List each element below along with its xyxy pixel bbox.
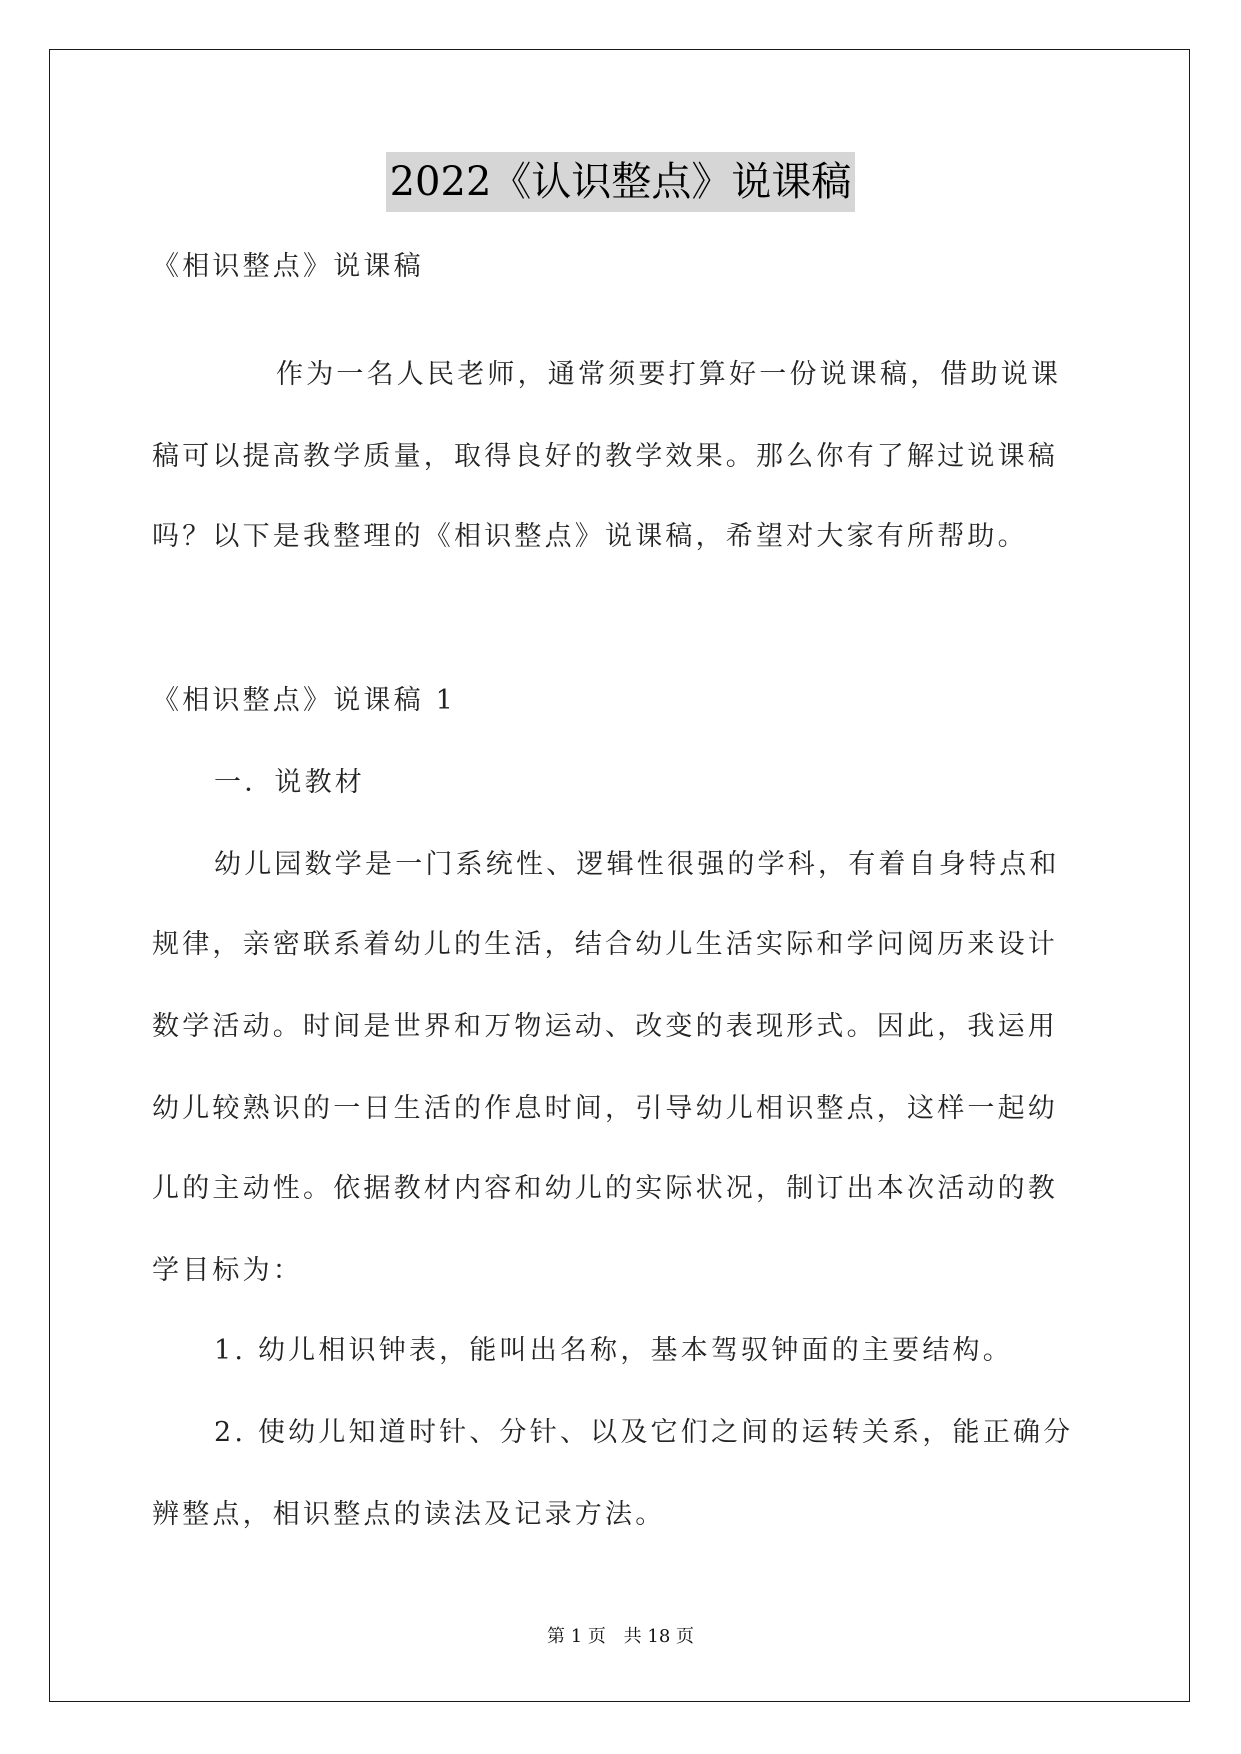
page-number: 第 1 页 xyxy=(547,1626,606,1647)
goal-2-line-1: 2. 使幼儿知道时针、分针、以及它们之间的运转关系，能正确分 xyxy=(214,1417,1074,1448)
title-container xyxy=(0,152,1241,212)
intro-line-2: 稿可以提高教学质量，取得良好的教学效果。那么你有了解过说课稿 xyxy=(152,441,1058,472)
body-line-3: 数学活动。时间是世界和万物运动、改变的表现形式。因此，我运用 xyxy=(152,1011,1058,1042)
goal-2-line-2: 辨整点，相识整点的读法及记录方法。 xyxy=(152,1499,666,1530)
body-line-4: 幼儿较熟识的一日生活的作息时间，引导幼儿相识整点，这样一起幼 xyxy=(152,1093,1058,1124)
subtitle: 《相识整点》说课稿 xyxy=(152,251,424,282)
page-footer xyxy=(0,1622,1241,1648)
goal-1: 1. 幼儿相识钟表，能叫出名称，基本驾驭钟面的主要结构。 xyxy=(214,1335,1013,1366)
heading-teaching-material: 一．说教材 xyxy=(214,767,365,798)
body-line-5: 儿的主动性。依据教材内容和幼儿的实际状况，制订出本次活动的教 xyxy=(152,1173,1058,1204)
body-line-6: 学目标为： xyxy=(152,1255,303,1286)
body-line-2: 规律，亲密联系着幼儿的生活，结合幼儿生活实际和学问阅历来设计 xyxy=(152,929,1058,960)
body-line-1: 幼儿园数学是一门系统性、逻辑性很强的学科，有着自身特点和 xyxy=(214,849,1060,880)
section-title: 《相识整点》说课稿 1 xyxy=(152,685,456,716)
page-total: 共 18 页 xyxy=(623,1626,694,1647)
document-title: 2022《认识整点》说课稿 xyxy=(386,152,856,212)
intro-line-1: 作为一名人民老师，通常须要打算好一份说课稿，借助说课 xyxy=(276,359,1062,390)
intro-line-3: 吗？以下是我整理的《相识整点》说课稿，希望对大家有所帮助。 xyxy=(152,521,1028,552)
